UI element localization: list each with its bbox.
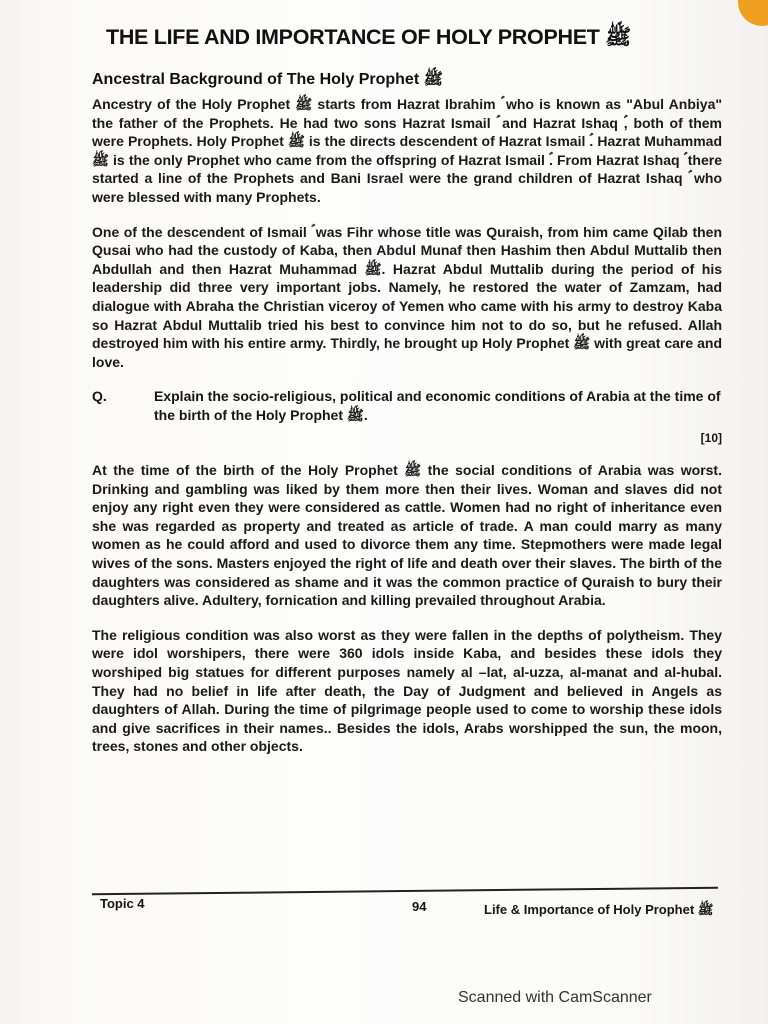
book-page — [92, 18, 722, 772]
question-label: Q. — [92, 388, 107, 405]
paragraph-social-conditions: At the time of the birth of the Holy Prophet ﷺ the social conditions of Arabia was worst. Drinking and gambling was liked by them more then their lives. Woman and slaves did not enjoy any right even they were considered as cattle. Women had no right of inheritance even she was regarded as property and treated as article of trade. A man could marry as many women as he could afford and used to divorce them any time. Stepmothers were made legal wives of the sons. Masters enjoyed the right of life and death over their slaves. The birth of the daughters was considered as shame and it was the common practice of Quraish to bury their daughters alive. Adultery, fornication and killing prevailed throughout Arabia. — [92, 462, 722, 609]
page-title: THE LIFE AND IMPORTANCE OF HOLY PROPHET ﷺ — [106, 25, 632, 49]
footer-divider — [92, 887, 718, 896]
footer-running-title: Life & Importance of Holy Prophet ﷺ — [484, 902, 714, 917]
footer-topic: Topic 4 — [100, 896, 145, 911]
paragraph-ancestry: Ancestry of the Holy Prophet ﷺ starts from Hazrat Ibrahim ؑ who is known as "Abul Anbiya" the father of the Prophets. He had two sons Hazrat Ismail ؑ and Hazrat Ishaq ؑ, both of them were Prophets. Holy Prophet ﷺ is the directs descendent of Hazrat Ismail ؑ. Hazrat Muhammad ﷺ is the only Prophet who came from the offspring of Hazrat Ismail ؑ. From Hazrat Ishaq ؑ there started a line of the Prophets and Bani Israel were the grand children of Hazrat Ishaq ؑ who were blessed with many Prophets. — [92, 96, 722, 205]
paragraph-religious-conditions: The religious condition was also worst as they were fallen in the depths of polytheism. They were idol worshipers, there were 360 idols inside Kaba, and besides these idols they worshiped big statues for different purposes namely al –lat, al-uzza, al-manat and al-hubal. They had no belief in life after death, the Day of Judgment and believed in Angels as daughters of Allah. During the time of pilgrimage people used to come to worship these idols and give sacrifices in their names.. Besides the idols, Arabs worshipped the sun, the moon, trees, stones and other objects. — [92, 626, 722, 755]
paragraph-descendants: One of the descendent of Ismail ؑ was Fihr whose title was Quraish, from him came Qilab then Qusai who had the custody of Kaba, then Abdul Munaf then Hashim then Abdul Muttalib then Abdullah and then Hazrat Muhammad ﷺ. Hazrat Abdul Muttalib during the period of his leadership did three very important jobs. Namely, he restored the water of Zamzam, had dialogue with Abraha the Christian viceroy of Yemen who came with his army to destroy Kaba so Hazrat Abdul Muttalib tried his best to convince him not to do so, but he refused. Allah destroyed him with his entire army. Thirdly, he brought up Holy Prophet ﷺ with great care and love. — [92, 223, 723, 370]
question-text-wrapper — [154, 387, 722, 447]
corner-tab-mark — [738, 0, 768, 26]
question-block — [92, 387, 722, 447]
section-heading: Ancestral Background of The Holy Prophet ﷺ — [92, 71, 443, 88]
footer-page-number: 94 — [412, 899, 427, 914]
camscanner-watermark: Scanned with CamScanner — [458, 989, 652, 1006]
question-text: Explain the socio-religious, political and economic conditions of Arabia at the time of the birth of the Holy Prophet ﷺ. — [154, 388, 721, 423]
question-marks: [10] — [700, 430, 722, 445]
